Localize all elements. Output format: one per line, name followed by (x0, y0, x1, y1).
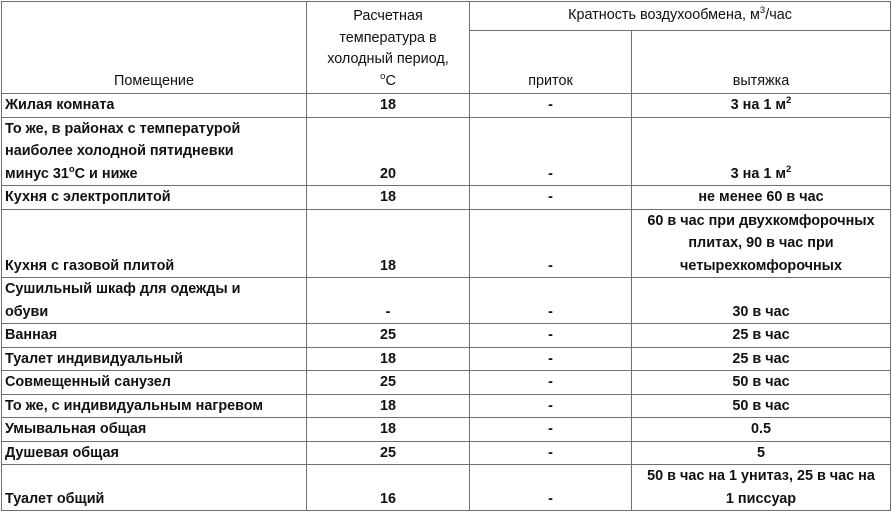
cell-supply: - (470, 347, 632, 371)
cell-room: Кухня с газовой плитой (2, 209, 307, 278)
cell-temp: - (307, 278, 470, 324)
table-row (2, 394, 891, 418)
cell-exhaust: 50 в час (632, 371, 891, 395)
cell-room: Туалет общий (2, 465, 307, 511)
cell-supply: - (470, 278, 632, 324)
cell-temp: 25 (307, 371, 470, 395)
table-row (2, 278, 891, 324)
cell-supply: - (470, 209, 632, 278)
cell-room: Душевая общая (2, 441, 307, 465)
cell-supply: - (470, 117, 632, 186)
cell-temp: 25 (307, 441, 470, 465)
table-row (2, 441, 891, 465)
header-air-rate: Кратность воздухообмена, $м^3$/час (470, 2, 891, 31)
header-exhaust: вытяжка (632, 31, 891, 94)
cell-supply: - (470, 186, 632, 210)
cell-temp: 16 (307, 465, 470, 511)
cell-supply: - (470, 324, 632, 348)
cell-room: Кухня с электроплитой (2, 186, 307, 210)
cell-room: То же, в районах с температурой наиболее холодной пятидневки минус 31$^o$С и ниже (2, 117, 307, 186)
table-row (2, 186, 891, 210)
cell-room: То же, с индивидуальным нагревом (2, 394, 307, 418)
cell-exhaust: не менее 60 в час (632, 186, 891, 210)
header-temperature: Расчетная температура в холодный период, $^o$C (307, 2, 470, 94)
table-row (2, 94, 891, 118)
cell-exhaust: 3 на 1 $м^2$ (632, 94, 891, 118)
cell-room: Умывальная общая (2, 418, 307, 442)
cell-supply: - (470, 371, 632, 395)
cell-temp: 18 (307, 418, 470, 442)
cell-room: Жилая комната (2, 94, 307, 118)
cell-exhaust: 3 на 1 $м^2$ (632, 117, 891, 186)
cell-supply: - (470, 418, 632, 442)
table-row (2, 209, 891, 278)
cell-exhaust: 30 в час (632, 278, 891, 324)
table-row (2, 324, 891, 348)
cell-temp: 25 (307, 324, 470, 348)
cell-room: Ванная (2, 324, 307, 348)
table-row (2, 371, 891, 395)
temp-unit-sup: o (380, 70, 386, 82)
cell-exhaust: 50 в час (632, 394, 891, 418)
header-room: Помещение (2, 2, 307, 94)
cell-room: Совмещенный санузел (2, 371, 307, 395)
cell-exhaust: 5 (632, 441, 891, 465)
table-row (2, 465, 891, 511)
cell-temp: 18 (307, 94, 470, 118)
cell-supply: - (470, 465, 632, 511)
cell-supply: - (470, 94, 632, 118)
cell-room: Сушильный шкаф для одежды и обуви (2, 278, 307, 324)
cell-exhaust: 60 в час при двухкомфорочных плитах, 90 в час при четырехкомфорочных (632, 209, 891, 278)
cell-exhaust: 0.5 (632, 418, 891, 442)
cell-exhaust: 50 в час на 1 унитаз, 25 в час на 1 писсуар (632, 465, 891, 511)
cell-temp: 18 (307, 394, 470, 418)
header-supply: приток (470, 31, 632, 94)
cell-supply: - (470, 394, 632, 418)
cell-temp: 18 (307, 186, 470, 210)
cell-room: Туалет индивидуальный (2, 347, 307, 371)
cell-temp: 18 (307, 209, 470, 278)
air-exchange-table (1, 1, 891, 511)
cell-temp: 18 (307, 347, 470, 371)
table-row (2, 347, 891, 371)
cell-supply: - (470, 441, 632, 465)
cell-temp: 20 (307, 117, 470, 186)
cell-exhaust: 25 в час (632, 347, 891, 371)
cell-exhaust: 25 в час (632, 324, 891, 348)
table-row (2, 418, 891, 442)
header-row-top (2, 2, 891, 31)
table-row (2, 117, 891, 186)
